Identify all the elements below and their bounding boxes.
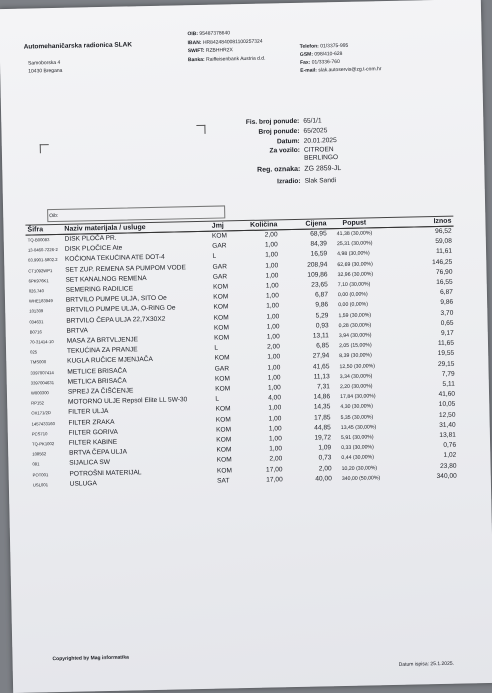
- col-header-code: Šifra: [25, 225, 62, 235]
- row-qty: 1,00: [269, 445, 283, 453]
- row-discount: 0,44 (30,00%): [341, 454, 375, 462]
- row-price: 9,86: [315, 301, 329, 309]
- contact-value: 01/3336-760: [311, 58, 340, 66]
- row-name: KOČIONA TEKUĆINA ATE DOT-4: [64, 254, 165, 264]
- row-price: 2,00: [318, 464, 332, 473]
- company-name: Automehaničarska radionica SLAK: [23, 41, 133, 51]
- row-code: 108562: [32, 451, 47, 457]
- row-discount: 62,69 (30,00%): [337, 260, 373, 268]
- row-amount: 7,79: [441, 370, 455, 378]
- company-id-label: SWIFT:: [187, 47, 205, 55]
- row-unit: L: [215, 395, 220, 403]
- offer-label: Reg. oznaka:: [257, 165, 301, 174]
- row-discount: 5,35 (30,00%): [340, 414, 374, 421]
- row-code: WHE183949: [28, 298, 53, 304]
- row-name: METLICA BRISAČA: [67, 377, 127, 386]
- row-amount: 11,65: [437, 339, 455, 348]
- offer-label: Datum:: [276, 137, 300, 146]
- row-discount: 0,00 (0,00%): [338, 301, 368, 309]
- row-amount: 6,87: [440, 288, 453, 297]
- row-discount: 41,38 (30,00%): [336, 230, 373, 238]
- print-date-label: Datum ispisa:: [398, 661, 430, 668]
- row-qty: 1,00: [268, 425, 282, 433]
- row-price: 68,95: [310, 230, 327, 238]
- copyright-text: Copyrighted by Mag informatika: [52, 654, 129, 663]
- row-price: 11,13: [313, 373, 330, 381]
- row-qty: 1,00: [267, 384, 281, 392]
- row-qty: 17,00: [266, 476, 283, 484]
- contact-value: 01/3375-995: [320, 42, 349, 50]
- offer-label: Broj ponude:: [258, 127, 300, 136]
- row-unit: KOM: [216, 436, 232, 444]
- row-name: POTROŠNI MATERIJAL: [69, 468, 142, 478]
- row-name: TEKUĆINA ZA PRANJE: [66, 346, 138, 356]
- offer-value: ZG 2859-JL: [304, 164, 342, 173]
- company-id-label: OIB:: [187, 30, 199, 38]
- row-amount: 9,86: [440, 299, 454, 307]
- row-price: 27,94: [312, 352, 330, 361]
- offer-label: Fis. broj ponude:: [245, 117, 300, 126]
- row-name: USLUGA: [69, 480, 97, 488]
- row-unit: KOM: [215, 405, 231, 414]
- row-unit: KOM: [216, 467, 233, 475]
- row-unit: KOM: [214, 375, 231, 383]
- contact-label: GSM:: [299, 51, 314, 58]
- row-unit: KOM: [213, 303, 229, 312]
- row-price: 40,00: [315, 475, 332, 483]
- row-discount: 25,31 (30,00%): [336, 240, 373, 248]
- row-amount: 9,17: [440, 329, 454, 337]
- row-price: 19,72: [314, 434, 332, 442]
- offer-value: CITROEN: [303, 146, 334, 154]
- row-qty: 1,00: [265, 282, 279, 290]
- row-price: 7,31: [317, 383, 330, 391]
- row-amount: 76,90: [435, 268, 453, 276]
- company-id-label: IBAN:: [187, 39, 202, 46]
- row-price: 23,65: [311, 281, 328, 289]
- row-name: FILTER ZRAKA: [68, 418, 115, 427]
- row-name: BRTVILO PUMPE ULJA, O-RING Oe: [66, 304, 176, 315]
- row-amount: 0,65: [440, 319, 454, 327]
- row-amount: 340,00: [436, 472, 457, 480]
- offer-label: Izradio:: [277, 177, 301, 186]
- row-unit: KOM: [213, 324, 230, 332]
- row-unit: GAR: [212, 273, 228, 281]
- row-name: METLICE BRISAČA: [67, 367, 127, 376]
- print-date-value: 25.1.2025.: [430, 660, 455, 668]
- row-name: BRTVA ČEPA ULJA: [68, 448, 128, 458]
- row-name: KUGLA RUČICE MJENJAČA: [67, 356, 153, 366]
- row-name: SPREJ ZA ČIŠĆENJE: [67, 387, 134, 396]
- row-code: B0716: [29, 329, 42, 335]
- row-qty: 1,00: [265, 272, 279, 280]
- items-table: [25, 217, 458, 491]
- row-name: SIJALICA SW: [69, 459, 111, 468]
- row-code: 70-31414-10: [29, 339, 54, 345]
- row-discount: 13,45 (30,00%): [340, 424, 377, 431]
- row-amount: 41,60: [438, 390, 456, 399]
- row-name: SEMERING RADILICE: [65, 285, 134, 294]
- row-qty: 2,00: [269, 455, 283, 464]
- row-qty: 2,00: [267, 343, 281, 351]
- row-price: 109,86: [307, 271, 328, 279]
- row-qty: 1,00: [267, 363, 281, 372]
- row-name: SET KANALNOG REMENA: [65, 274, 147, 284]
- row-name: FILTER KABINE: [68, 438, 118, 447]
- row-code: 13-0460-7226-2: [27, 247, 58, 253]
- offer-value: Slak Sandi: [304, 177, 337, 185]
- row-price: 6,87: [315, 291, 329, 299]
- row-price: 5,29: [315, 311, 329, 320]
- col-header-price: Cijena: [279, 219, 328, 230]
- col-header-amount: Iznos: [408, 217, 453, 227]
- row-qty: 1,00: [267, 374, 281, 382]
- row-qty: 1,00: [266, 333, 280, 341]
- row-code: PCS710: [31, 431, 48, 437]
- row-discount: 1,59 (30,00%): [338, 312, 372, 319]
- col-header-discount: Popust: [328, 218, 408, 229]
- contact-label: Fax:: [300, 59, 311, 66]
- col-header-qty: Količina: [238, 220, 279, 230]
- row-amount: 10,05: [438, 401, 456, 409]
- row-name: BRTVA: [66, 327, 88, 335]
- row-amount: 59,08: [435, 237, 452, 246]
- row-name: MASA ZA BRTVLJENJE: [66, 336, 139, 345]
- address-window-mark: [196, 125, 205, 134]
- row-qty: 2,00: [264, 231, 278, 239]
- row-qty: 1,00: [265, 261, 279, 270]
- row-discount: 8,39 (30,00%): [339, 352, 372, 360]
- row-amount: 5,11: [442, 380, 455, 388]
- row-unit: KOM: [212, 283, 229, 291]
- row-unit: L: [214, 344, 219, 352]
- row-code: 101309: [29, 308, 44, 314]
- row-code: TQ-PK1002: [31, 441, 55, 447]
- row-amount: 16,55: [436, 278, 453, 287]
- row-price: 208,94: [307, 260, 328, 269]
- offer-label: Za vozilo:: [269, 146, 300, 155]
- row-amount: 3,70: [440, 309, 454, 317]
- row-amount: 11,61: [435, 248, 453, 256]
- row-unit: KOM: [213, 293, 229, 301]
- row-code: OX171/2D: [31, 410, 51, 416]
- customer-oib-label: Oib:: [49, 212, 59, 220]
- row-price: 0,93: [315, 322, 329, 330]
- row-unit: SAT: [217, 477, 230, 485]
- row-price: 84,39: [310, 240, 328, 248]
- row-discount: 3,94 (30,00%): [338, 332, 372, 340]
- company-id-label: Banka:: [187, 56, 205, 63]
- row-amount: 0,76: [443, 441, 457, 450]
- row-code: 1457433160: [31, 420, 55, 427]
- address-window-mark: [40, 144, 49, 153]
- row-price: 17,85: [313, 413, 331, 422]
- row-unit: GAR: [212, 242, 227, 250]
- row-qty: 1,00: [266, 312, 280, 321]
- row-code: 081: [32, 461, 40, 467]
- row-qty: 1,00: [265, 251, 279, 260]
- row-qty: 1,00: [268, 414, 282, 423]
- row-unit: GAR: [214, 365, 230, 373]
- row-qty: 4,00: [268, 394, 282, 402]
- row-name: DISK PLOČICE Ate: [64, 244, 123, 253]
- row-qty: 17,00: [265, 465, 283, 474]
- row-name: FILTER GORIVA: [68, 428, 118, 437]
- row-amount: 31,40: [439, 421, 456, 429]
- row-code: 03.9901-5802.2: [28, 257, 58, 263]
- customer-oib-box: [47, 205, 225, 222]
- row-qty: 1,00: [266, 302, 280, 311]
- row-name: MOTORNO ULJE Repsol Elite LL 5W-30: [67, 396, 188, 407]
- row-amount: 96,52: [435, 227, 452, 236]
- offer-value: 65/2025: [303, 127, 328, 135]
- row-discount: 0,33 (30,00%): [341, 444, 374, 452]
- row-unit: KOM: [215, 416, 231, 424]
- row-qty: 1,00: [264, 241, 278, 249]
- row-price: 41,65: [312, 362, 330, 371]
- offer-value: 20.01.2025: [303, 137, 337, 145]
- company-id-value: RZBHHR2X: [205, 47, 233, 54]
- row-discount: 7,10 (30,00%): [337, 281, 371, 289]
- row-qty: 1,00: [267, 353, 281, 362]
- row-unit: KOM: [211, 232, 228, 240]
- row-code: 026.740: [28, 288, 44, 294]
- row-discount: 0,28 (30,00%): [338, 322, 372, 329]
- row-unit: KOM: [215, 385, 231, 393]
- row-unit: GAR: [212, 263, 227, 271]
- row-unit: KOM: [216, 446, 232, 454]
- col-header-name: Naziv materijala / usluge: [62, 222, 210, 235]
- row-price: 14,86: [313, 393, 331, 401]
- row-price: 14,35: [313, 403, 331, 412]
- row-discount: 0,00 (0,00%): [337, 291, 368, 299]
- row-discount: 340,00 (50,00%): [341, 475, 381, 482]
- offer-info: [213, 117, 364, 190]
- contact-value: slak.autoservis@zg.t-com.hr: [318, 66, 382, 74]
- company-city: 10430 Bregana: [28, 67, 63, 75]
- row-discount: 2,05 (15,00%): [339, 342, 372, 350]
- row-price: 6,85: [316, 342, 330, 350]
- row-name: FILTER ULJA: [68, 408, 109, 417]
- row-unit: L: [212, 253, 217, 261]
- row-code: 034631: [29, 318, 44, 325]
- col-header-unit: Jmj: [210, 221, 239, 231]
- row-name: SET ZUP. REMENA SA PUMPOM VODE: [65, 263, 186, 274]
- row-code: TQ-B00083: [27, 237, 50, 243]
- row-code: RP152: [31, 400, 45, 406]
- row-name: BRTVILO PUMPE ULJA, SITO Oe: [65, 294, 167, 305]
- row-discount: 3,34 (30,00%): [339, 373, 373, 380]
- row-qty: 1,00: [268, 435, 282, 443]
- row-discount: 17,84 (30,00%): [340, 393, 376, 401]
- company-id-value: HR8424840081100257324: [202, 38, 263, 46]
- row-code: CT1092WP1: [28, 267, 53, 274]
- row-unit: KOM: [215, 426, 232, 434]
- row-code: 3397004631: [30, 379, 55, 386]
- row-amount: 13,81: [439, 431, 456, 440]
- company-ids: [187, 30, 265, 66]
- row-price: 0,73: [318, 454, 332, 462]
- row-discount: 10,20 (30,00%): [341, 464, 378, 472]
- contact-value: 098/410-628: [314, 50, 343, 58]
- row-amount: 19,55: [437, 350, 455, 358]
- row-unit: KOM: [216, 456, 232, 465]
- row-code: USL001: [32, 482, 49, 488]
- row-price: 1,09: [318, 444, 332, 452]
- row-amount: 12,50: [438, 411, 456, 419]
- row-price: 16,59: [310, 250, 328, 259]
- row-discount: 5,91 (30,00%): [340, 434, 374, 442]
- row-code: 6PK976K1: [28, 277, 49, 284]
- row-amount: 1,02: [443, 452, 457, 460]
- row-amount: 23,80: [439, 462, 457, 470]
- row-name: BRTVILO ČEPA ULJA 22,7X30X2: [66, 315, 166, 325]
- offer-value: 65/1/1: [303, 117, 322, 125]
- row-unit: KOM: [214, 334, 230, 342]
- row-discount: 32,96 (30,00%): [337, 271, 374, 278]
- row-unit: KOM: [213, 314, 229, 322]
- row-discount: 4,30 (30,00%): [340, 403, 374, 411]
- print-date: [399, 661, 454, 668]
- contact-label: Telefon:: [299, 43, 319, 50]
- row-unit: KOM: [214, 354, 230, 363]
- row-qty: 1,00: [265, 292, 279, 300]
- offer-value: BERLINGO: [304, 154, 339, 162]
- row-price: 44,85: [314, 424, 331, 432]
- row-code: W000300: [30, 390, 49, 396]
- row-qty: 1,00: [266, 323, 280, 331]
- row-code: 025: [30, 349, 38, 355]
- row-discount: 4,98 (30,00%): [337, 250, 370, 258]
- row-amount: 29,15: [437, 360, 455, 368]
- row-code: TMS000: [30, 359, 47, 365]
- row-code: POT001: [32, 471, 49, 478]
- row-name: DISK PLOČA PR.: [64, 234, 117, 243]
- row-price: 13,11: [312, 332, 329, 340]
- company-contacts: [300, 42, 382, 76]
- row-discount: 2,20 (30,00%): [339, 383, 373, 391]
- row-qty: 1,00: [268, 404, 282, 413]
- row-amount: 146,25: [432, 258, 453, 266]
- row-code: 3397007414: [30, 369, 54, 376]
- company-id-value: 95487378640: [199, 30, 231, 37]
- company-id-value: Raiffeisenbank Austria d.d.: [206, 55, 266, 63]
- row-discount: 12,50 (30,00%): [339, 362, 376, 370]
- contact-label: E-mail:: [300, 67, 317, 74]
- company-street: Samoborska 4: [27, 59, 61, 67]
